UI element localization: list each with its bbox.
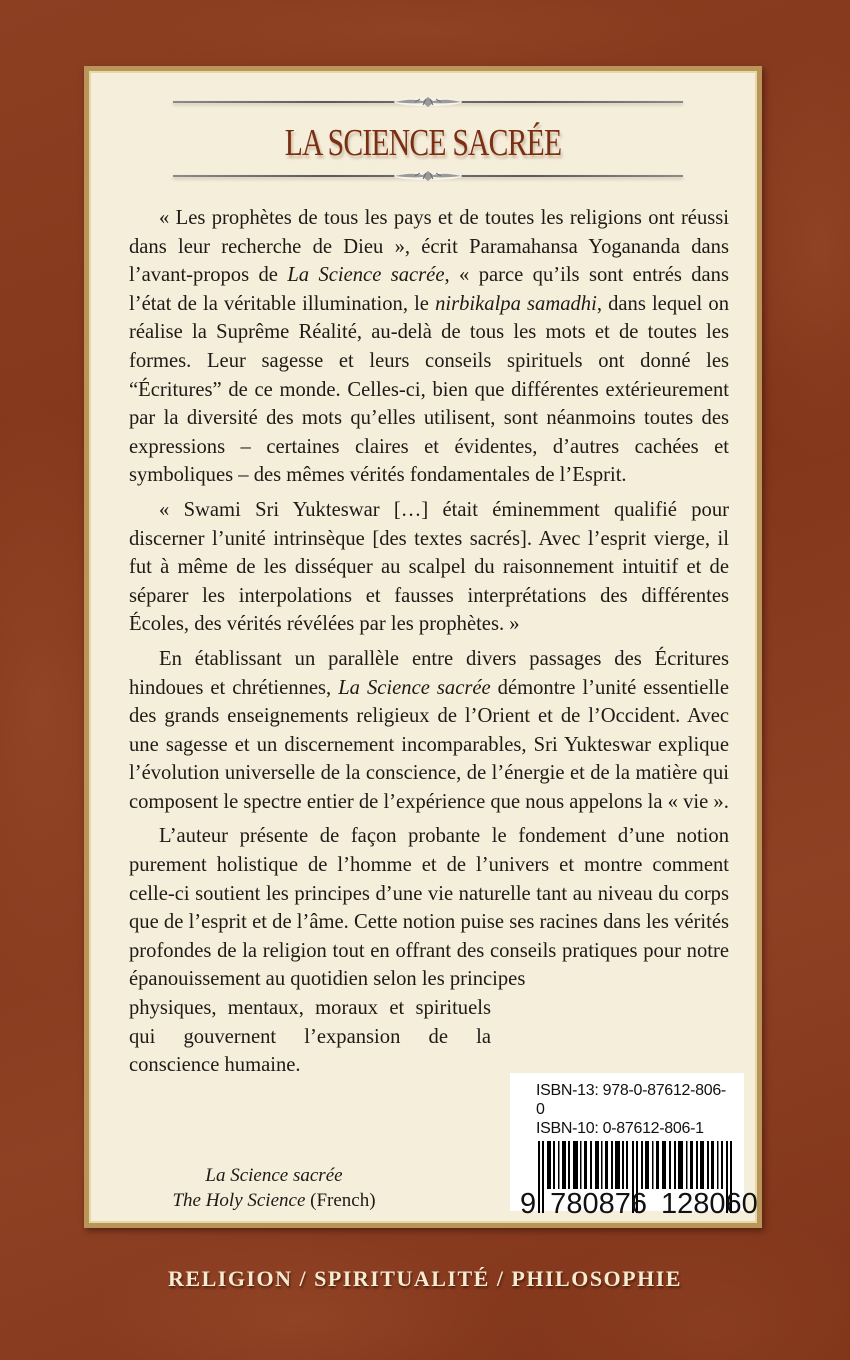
blurb-text	[129, 204, 729, 1080]
isbn-10: ISBN-10: 0-87612-806-1	[536, 1120, 704, 1137]
flourish-ornament-icon	[393, 169, 463, 183]
barcode-bars	[520, 1141, 758, 1220]
title-credit: La Science sacrée The Holy Science (French)	[172, 1165, 376, 1211]
paragraph-3: En établissant un parallèle entre divers passages des Écritures hindoues et chrétiennes, La Science sacrée démontre l’unité essentielle des grands enseignements religieux de l’Orient et de l’Occident. Avec une sagesse et un discernement incomparables, Sri Yukteswar explique l’évolution universelle de la conscience, de l’énergie et de la matière qui composent le spectre entier de l’expérience que nous appelons la « vie ».	[129, 647, 730, 813]
bottom-ornamental-divider	[173, 172, 683, 180]
paragraph-4: L’auteur présente de façon probante le fondement d’une notion purement holistique de l’homme et de l’univers et montre comment celle-ci soutient les principes d’une vie naturelle tant au niveau du corps que de l’esprit et de l’âme. Cette notion puise ses racines dans les vérités profondes de la religion tout en offrant des conseils pratiques pour notre épanouissement au quotidien selon les principes	[129, 825, 729, 991]
paragraph-2: « Swami Sri Yukteswar […] était éminemment qualifié pour discerner l’unité intrinsèque [des textes sacrés]. Avec l’esprit vierge, il fut à même de les disséquer au scalpel du raisonnement intuitif et de séparer les interpolations et fausses interprétations des différentes Écoles, des vérités révélées par les prophètes. »	[129, 498, 729, 636]
book-title: LA SCIENCE SACRÉE	[284, 122, 562, 164]
subject-category: RELIGION / SPIRITUALITÉ / PHILOSOPHIE	[168, 1266, 682, 1291]
flourish-ornament-icon	[393, 95, 463, 109]
top-ornamental-divider	[173, 98, 683, 106]
isbn-barcode	[510, 1073, 758, 1220]
isbn-13: ISBN-13: 978-0-87612-806-0	[536, 1082, 726, 1118]
barcode-digits: 9 780876 128060	[520, 1188, 758, 1220]
paragraph-1: « Les prophètes de tous les pays et de toutes les religions ont réussi dans leur recherche de Dieu », écrit Paramahansa Yogananda dans l’avant-propos de La Science sacrée, « parce qu’ils sont entrés dans l’état de la véritable illumination, le nirbikalpa samadhi, dans lequel on réalise la Suprême Réalité, au-delà de tous les mots et de toutes les formes. Leur sagesse et leurs conseils spirituels ont donné les “Écritures” de ce monde. Celles-ci, bien que différentes extérieurement par la diversité des mots qu’elles utilisent, sont néanmoins toutes des expressions – certaines claires et évidentes, d’autres cachées et symboliques – des mêmes vérités fondamentales de l’Esprit.	[129, 207, 729, 487]
paragraph-4-end: physiques, mentaux, moraux et spirituels qui gouvernent l’expansion de la conscience humaine.	[129, 997, 491, 1077]
back-cover-panel	[84, 66, 762, 1228]
